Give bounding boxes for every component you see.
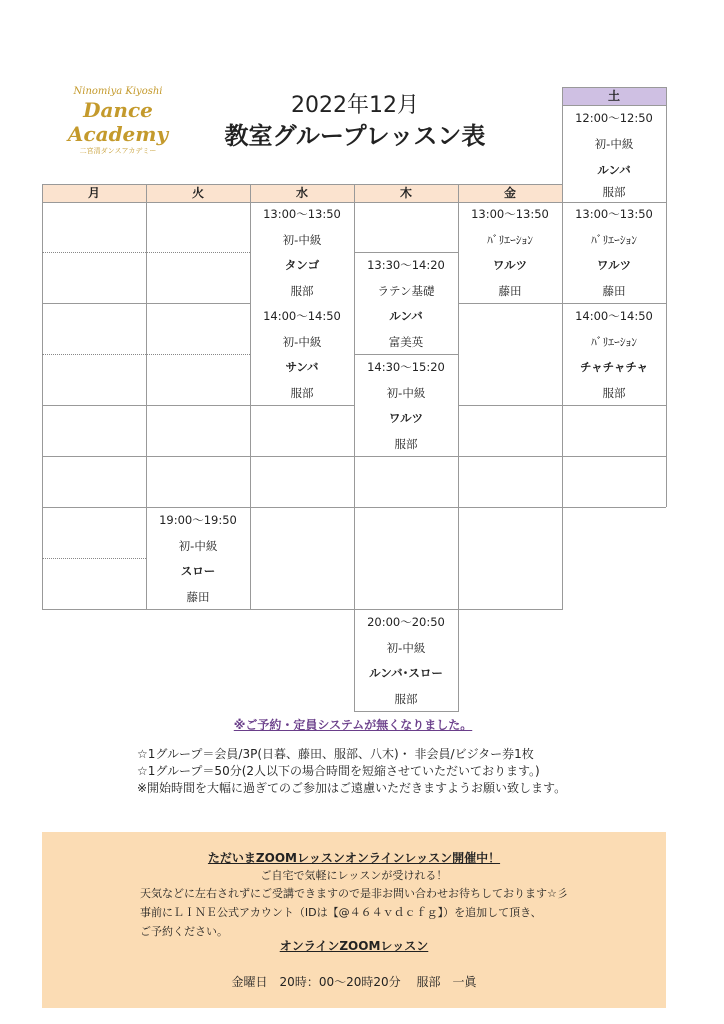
lesson-teacher: 藤田 bbox=[602, 284, 626, 298]
day-header-fri: 金 bbox=[458, 184, 562, 202]
day-header-thu: 木 bbox=[354, 184, 458, 202]
lesson-teacher: 服部 bbox=[394, 692, 418, 706]
lesson-teacher: 富美英 bbox=[388, 335, 424, 349]
day-header-mon: 月 bbox=[42, 184, 146, 202]
lesson-time: 20:00～20:50 bbox=[367, 615, 445, 629]
zoom-subheadline: オンラインZOOMレッスン bbox=[279, 939, 429, 953]
lesson-teacher: 服部 bbox=[394, 437, 418, 451]
logo-wordmark: Dance Academy bbox=[67, 98, 169, 146]
zoom-lesson-box bbox=[42, 832, 666, 1008]
lesson-level: 初-中級 bbox=[594, 137, 634, 151]
lesson-dance: ルンバ bbox=[389, 309, 423, 323]
lesson-level: 初-中級 bbox=[282, 335, 322, 349]
lesson-dance: チャチャチャ bbox=[580, 360, 648, 374]
lesson-time: 13:00～13:50 bbox=[575, 207, 653, 221]
note-line: ☆1グループ＝50分(2人以下の場合時間を短縮させていただいております。) bbox=[137, 764, 540, 778]
lesson-teacher: 藤田 bbox=[186, 590, 210, 604]
lesson-level: ﾊﾞﾘｴｰｼｮﾝ bbox=[591, 233, 637, 247]
lesson-teacher: 藤田 bbox=[498, 284, 522, 298]
lesson-time: 14:30～15:20 bbox=[367, 360, 445, 374]
lesson-level: ラテン基礎 bbox=[377, 284, 435, 298]
lesson-level: 初-中級 bbox=[178, 539, 218, 553]
lesson-level: ﾊﾞﾘｴｰｼｮﾝ bbox=[591, 335, 637, 349]
lesson-time: 13:30～14:20 bbox=[367, 258, 445, 272]
reservation-notice: ※ご予約・定員システムが無くなりました。 bbox=[233, 718, 473, 732]
academy-logo bbox=[58, 86, 178, 155]
zoom-line: ご自宅で気軽にレッスンが受けれる！ bbox=[260, 869, 448, 882]
lesson-teacher: 服部 bbox=[290, 284, 314, 298]
zoom-line: 事前にＬＩＮＥ公式アカウント（IDは【@４６４ｖｄｃｆｇ】）を追加して頂き、 bbox=[140, 906, 542, 919]
lesson-level: ﾊﾞﾘｴｰｼｮﾝ bbox=[487, 233, 533, 247]
zoom-line: ご予約ください。 bbox=[140, 925, 228, 938]
lesson-dance: サンバ bbox=[285, 360, 319, 374]
lesson-time: 13:00～13:50 bbox=[471, 207, 549, 221]
schedule-title: 教室グループレッスン表 bbox=[224, 122, 486, 150]
lesson-level: 初-中級 bbox=[386, 641, 426, 655]
note-line: ☆1グループ＝会員/3P(日暮、藤田、服部、八木)・ 非会員/ビジター券1枚 bbox=[137, 747, 534, 761]
day-header-tue: 火 bbox=[146, 184, 250, 202]
zoom-line: 天気などに左右されずにご受講できますので是非お問い合わせお待ちしております☆彡 bbox=[140, 887, 568, 900]
zoom-headline: ただいまZOOMレッスンオンラインレッスン開催中！ bbox=[207, 851, 501, 865]
lesson-time: 14:00～14:50 bbox=[263, 309, 341, 323]
lesson-time: 14:00～14:50 bbox=[575, 309, 653, 323]
lesson-time: 12:00～12:50 bbox=[575, 111, 653, 125]
schedule-month: 2022年12月 bbox=[291, 93, 419, 118]
lesson-time: 13:00～13:50 bbox=[263, 207, 341, 221]
lesson-teacher: 服部 bbox=[290, 386, 314, 400]
lesson-teacher: 服部 bbox=[602, 386, 626, 400]
lesson-dance: スロー bbox=[180, 564, 216, 578]
lesson-level: 初-中級 bbox=[282, 233, 322, 247]
lesson-time: 19:00～19:50 bbox=[159, 513, 237, 527]
logo-name: Ninomiya Kiyoshi bbox=[73, 86, 163, 97]
lesson-dance: ワルツ bbox=[596, 258, 632, 272]
zoom-schedule: 金曜日 20時：00～20時20分 服部 一眞 bbox=[231, 975, 477, 989]
lesson-level: 初-中級 bbox=[386, 386, 426, 400]
lesson-dance: ワルツ bbox=[492, 258, 528, 272]
lesson-teacher: 服部 bbox=[602, 185, 626, 199]
day-header-wed: 水 bbox=[250, 184, 354, 202]
day-header-sat: 土 bbox=[562, 87, 666, 105]
lesson-dance: タンゴ bbox=[284, 258, 320, 272]
lesson-dance: ルンバ bbox=[597, 163, 631, 177]
note-line: ※開始時間を大幅に過ぎてのご参加はご遠慮いただきますようお願い致します。 bbox=[137, 781, 567, 795]
lesson-dance: ワルツ bbox=[388, 411, 424, 425]
lesson-dance: ルンバ･スロー bbox=[369, 666, 443, 680]
logo-subtitle: 二宮清ダンスアカデミー bbox=[79, 147, 157, 155]
